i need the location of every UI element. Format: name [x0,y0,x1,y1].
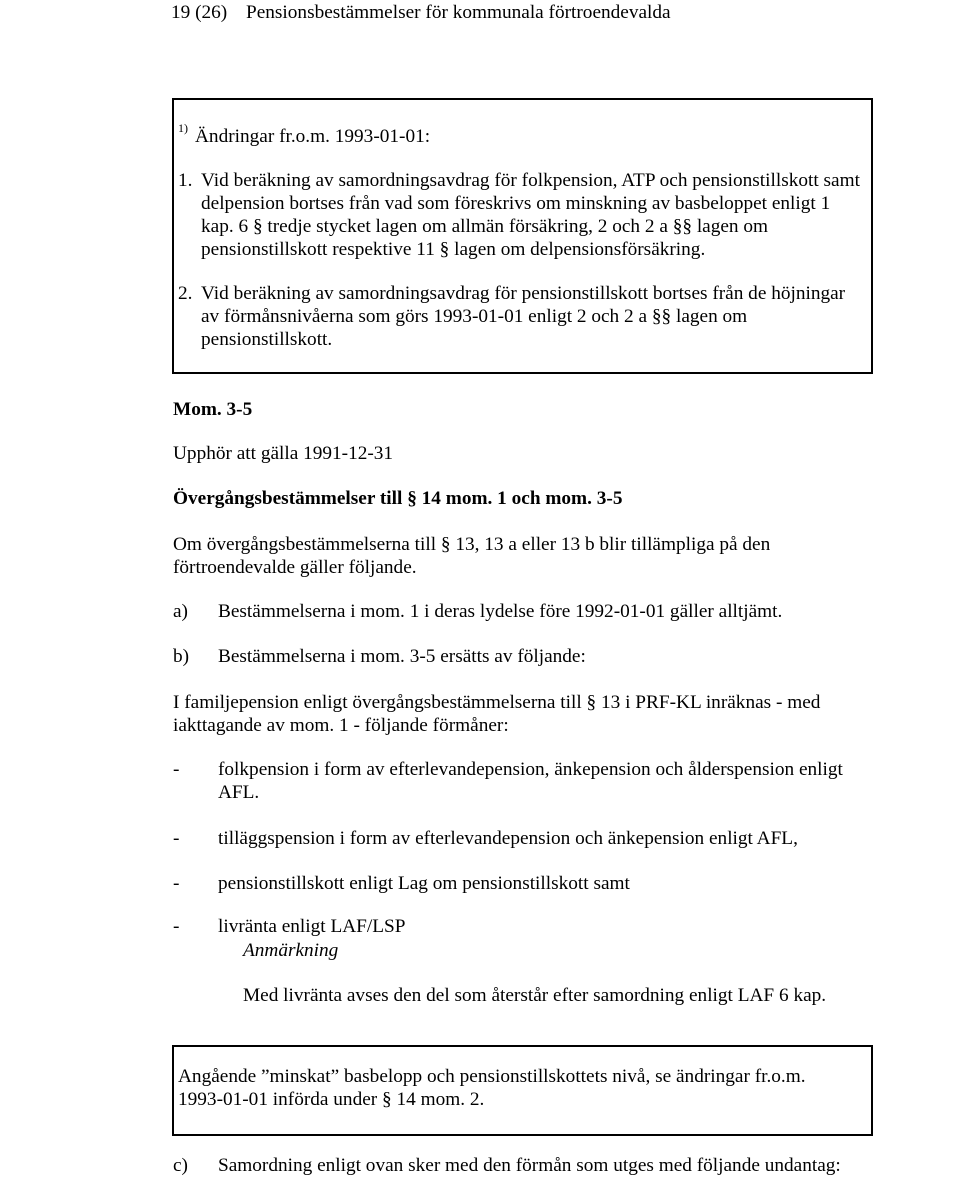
notice-text [178,1065,806,1111]
point-text: Bestämmelserna i mom. 1 i deras lydelse före 1992-01-01 gäller alltjämt. [218,601,783,622]
point-text: Samordning enligt ovan sker med den förmån som utges med följande undantag: [218,1155,841,1176]
benefit-list-item [218,827,798,850]
paragraph-line: Om övergångsbestämmelserna till § 13, 13 a eller 13 b blir tillämpliga på den [173,534,771,555]
amendment-item-line: delpension bortses från vad som föreskrivs om minskning av basbeloppet enligt 1 [201,193,831,214]
list-item-line: pensionstillskott enligt Lag om pensionstillskott samt [218,873,630,894]
list-item-line: folkpension i form av efterlevandepension, änkepension och ålderspension enligt [218,759,843,780]
paragraph-line: I familjepension enligt övergångsbestämmelserna till § 13 i PRF-KL inräknas - med [173,692,821,713]
point-label: a) [173,601,188,622]
transitional-heading: Övergångsbestämmelser till § 14 mom. 1 och mom. 3-5 [173,488,623,509]
transitional-intro [173,533,770,579]
list-dash: - [173,873,180,894]
mom-heading: Mom. 3-5 [173,399,253,420]
list-item-line: livränta enligt LAF/LSP [218,916,406,937]
benefit-list-item [218,758,843,804]
paragraph-line: förtroendevalde gäller följande. [173,557,417,578]
family-pension-paragraph [173,691,820,737]
amendment-item-number: 2. [178,283,193,304]
notice-line: 1993-01-01 införda under § 14 mom. 2. [178,1089,485,1110]
notice-line: Angående ”minskat” basbelopp och pensionstillskottets nivå, se ändringar fr.o.m. [178,1066,806,1087]
point-text: Bestämmelserna i mom. 3-5 ersätts av följande: [218,646,586,667]
amendment-item-line: Vid beräkning av samordningsavdrag för pensionstillskott bortses från de höjningar [201,283,846,304]
document-title: Pensionsbestämmelser för kommunala förtroendevalda [246,2,671,23]
amendment-item-text [201,282,845,351]
mom-status-text: Upphör att gälla 1991-12-31 [173,443,394,464]
amendment-heading: Ändringar fr.o.m. 1993-01-01: [195,126,431,147]
remark-heading: Anmärkning [243,940,339,961]
amendment-item-line: pensionstillskott. [201,329,333,350]
list-item-line: AFL. [218,782,260,803]
amendment-item-line: kap. 6 § tredje stycket lagen om allmän försäkring, 2 och 2 a §§ lagen om [201,216,769,237]
benefit-list-item [218,872,630,895]
list-dash: - [173,828,180,849]
amendment-item-line: pensionstillskott respektive 11 § lagen om delpensionsförsäkring. [201,239,706,260]
paragraph-line: iakttagande av mom. 1 - följande förmåner: [173,715,509,736]
amendment-item-text [201,169,860,261]
page-number: 19 (26) [171,2,228,23]
point-label: c) [173,1155,188,1176]
footnote-marker: 1) [178,121,188,135]
amendment-item-line: Vid beräkning av samordningsavdrag för folkpension, ATP och pensionstillskott samt [201,170,860,191]
remark-text: Med livränta avses den del som återstår efter samordning enligt LAF 6 kap. [243,985,827,1006]
list-dash: - [173,916,180,937]
point-label: b) [173,646,190,667]
benefit-list-item [218,915,405,938]
amendment-item-line: av förmånsnivåerna som görs 1993-01-01 enligt 2 och 2 a §§ lagen om [201,306,748,327]
amendment-item-number: 1. [178,170,193,191]
list-item-line: tilläggspension i form av efterlevandepension och änkepension enligt AFL, [218,828,798,849]
list-dash: - [173,759,180,780]
